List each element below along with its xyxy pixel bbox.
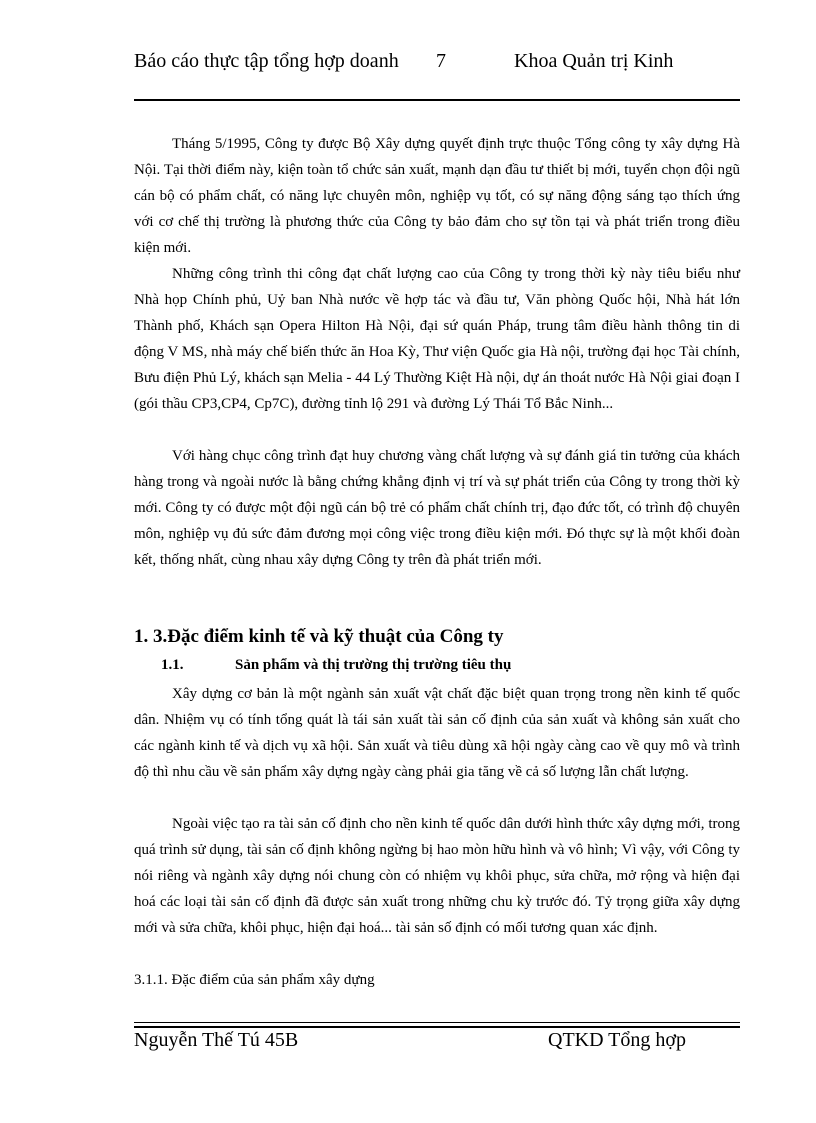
section-heading: 1. 3.Đặc điểm kinh tế và kỹ thuật của Công ty [134,626,504,647]
footer-divider-thin [134,1022,740,1023]
footer-author: Nguyễn Thế Tú 45B [134,1029,299,1051]
paragraph-3: Với hàng chục công trình đạt huy chương vàng chất lượng và sự đánh giá tin tưởng của khách hàng trong và ngoài nước là bằng chứng khẳng định vị trí và sự phát triển của Công ty trong thời kỳ mới. Công ty có được một đội ngũ cán bộ trẻ có phẩm chất chính trị, đạo đức tốt, có trình độ chuyên môn, nghiệp vụ đủ sức đảm đương mọi công việc trong điều kiện mới. Đó thực sự là một khối đoàn kết, thống nhất, cùng nhau xây dựng Công ty trên đà phát triển mới. [134,448,740,568]
header-left-title: Báo cáo thực tập tổng hợp doanh [134,50,399,72]
paragraph-4: Xây dựng cơ bản là một ngành sản xuất vật chất đặc biệt quan trọng trong nền kinh tế quốc dân. Nhiệm vụ có tính tổng quát là tái sản xuất tài sản cố định của sản xuất và không sản xuất cho các ngành kinh tế và dịch vụ xã hội. Sản xuất và tiêu dùng xã hội ngày càng cao về quy mô và trình độ thì nhu cầu về sản phẩm xây dựng ngày càng phải gia tăng về cả số lượng lẫn chất lượng. [134,686,740,780]
subsection-title: Sản phẩm và thị trường thị trường tiêu thụ [235,657,512,673]
subsection-number: 1.1. [161,657,184,673]
page-number: 7 [436,50,446,72]
header-right-title: Khoa Quản trị Kinh [514,50,674,72]
paragraph-5: Ngoài việc tạo ra tài sản cố định cho nền kinh tế quốc dân dưới hình thức xây dựng mới, trong quá trình sử dụng, tài sản cố định không ngừng bị hao mòn hữu hình và vô hình; Vì vậy, với Công ty nói riêng và ngành xây dựng nói chung còn có nhiệm vụ khôi phục, sửa chữa, mở rộng và hiện đại hoá các loại tài sản cố định đã được sản xuất trong những chu kỳ trước đó. Tỷ trọng giữa xây dựng mới và sửa chữa, khôi phục, hiện đại hoá... tài sản số định có mối tương quan xác định. [134,816,740,936]
footer-department: QTKD Tổng hợp [548,1029,686,1051]
subsection-heading [161,653,511,677]
header-divider [134,99,740,101]
sub-subsection-title: 3.1.1. Đặc điểm của sản phẩm xây dựng [134,972,375,988]
paragraph-1: Tháng 5/1995, Công ty được Bộ Xây dựng quyết định trực thuộc Tổng công ty xây dựng Hà Nội. Tại thời điểm này, kiện toàn tổ chức sản xuất, mạnh dạn đầu tư thiết bị mới, tuyển chọn đội ngũ cán bộ có phẩm chất, có năng lực chuyên môn, nghiệp vụ tốt, có sự năng động sáng tạo thích ứng với cơ chế thị trường là phương thức của Công ty bảo đảm cho sự tồn tại và phát triển trong điều kiện mới. [134,136,740,256]
paragraph-2: Những công trình thi công đạt chất lượng cao của Công ty trong thời kỳ này tiêu biểu như Nhà họp Chính phủ, Uỷ ban Nhà nước về hợp tác và đầu tư, Văn phòng Quốc hội, Nhà hát lớn Thành phố, Khách sạn Opera Hilton Hà Nội, đại sứ quán Pháp, trung tâm điều hành thông tin di động V MS, nhà máy chế biến thức ăn Hoa Kỳ, Thư viện Quốc gia Hà nội, trường đại học Tài chính, Bưu điện Phủ Lý, khách sạn Melia - 44 Lý Thường Kiệt Hà nội, dự án thoát nước Hà Nội giai đoạn I (gói thầu CP3,CP4, Cp7C), đường tỉnh lộ 291 và đường Lý Thái Tổ Bắc Ninh... [134,266,740,412]
